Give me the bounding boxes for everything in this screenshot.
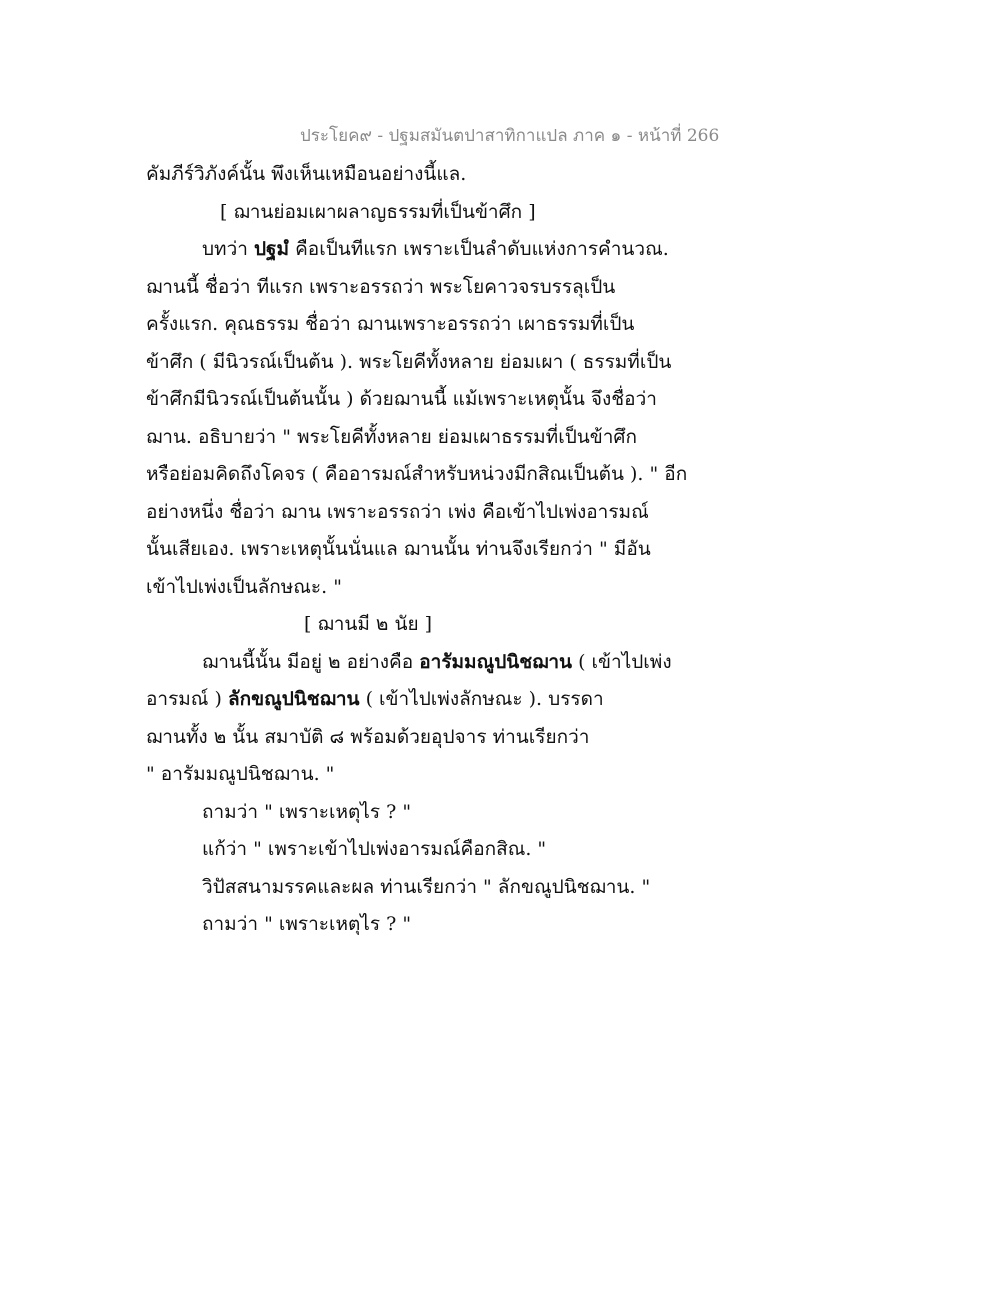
text-line: ฌานทั้ง ๒ นั้น สมาบัติ ๘ พร้อมด้วยอุปจาร ท่านเรียกว่า [146, 725, 590, 748]
text-line: ฌาน. อธิบายว่า " พระโยคีทั้งหลาย ย่อมเผาธรรมที่เป็นข้าศึก [146, 425, 637, 448]
text-line: ข้าศึกมีนิวรณ์เป็นต้นนั้น ) ด้วยฌานนี้ แม้เพราะเหตุนั้น จึงชื่อว่า [146, 388, 657, 410]
bold-term: ลักขณูปนิชฌาน [227, 688, 360, 710]
text-span: อารมณ์ ) [146, 688, 228, 710]
text-line: อย่างหนึ่ง ชื่อว่า ฌาน เพราะอรรถว่า เพ่ง คือเข้าไปเพ่งอารมณ์ [146, 500, 649, 523]
text-line [146, 231, 726, 269]
text-line: " อารัมมณูปนิชฌาน. " [146, 763, 335, 785]
bold-term: อารัมมณูปนิชฌาน [419, 650, 573, 673]
page-header: ประโยค๙ - ปฐมสมันตปาสาทิกาแปล ภาค ๑ - หน้าที่ 266 [300, 126, 720, 146]
text-line: นั้นเสียเอง. เพราะเหตุนั้นนั่นแล ฌานนั้น ท่านจึงเรียกว่า " มีอัน [146, 538, 651, 560]
text-line: เข้าไปเพ่งเป็นลักษณะ. " [146, 575, 342, 598]
bold-term: ปฐมํ [253, 238, 290, 260]
text-span: คือเป็นทีแรก เพราะเป็นลำดับแห่งการคำนวณ. [289, 238, 669, 260]
section-heading: [ ฌานมี ๒ นัย ] [304, 613, 433, 635]
text-line: ถามว่า " เพราะเหตุไร ? " [202, 800, 412, 823]
text-span: ( เข้าไปเพ่งลักษณะ ). บรรดา [359, 688, 604, 710]
text-span: ( เข้าไปเพ่ง [572, 650, 672, 673]
text-line: วิปัสสนามรรคและผล ท่านเรียกว่า " ลักขณูปนิชฌาน. " [202, 875, 651, 898]
text-line: หรือย่อมคิดถึงโคจร ( คืออารมณ์สำหรับหน่วงมีกสิณเป็นต้น ). " อีก [146, 463, 688, 485]
text-line: ฌานนี้ ชื่อว่า ทีแรก เพราะอรรถว่า พระโยคาวจรบรรลุเป็น [146, 275, 616, 298]
text-span: บทว่า [202, 238, 254, 260]
text-line: ถามว่า " เพราะเหตุไร ? " [202, 913, 412, 935]
section-heading: [ ฌานย่อมเผาผลาญธรรมที่เป็นข้าศึก ] [220, 200, 536, 223]
text-line [146, 644, 726, 682]
text-line: ข้าศึก ( มีนิวรณ์เป็นต้น ). พระโยคีทั้งหลาย ย่อมเผา ( ธรรมที่เป็น [146, 350, 672, 373]
body-text [146, 156, 726, 944]
text-line [146, 681, 726, 719]
text-line: คัมภีร์วิภังค์นั้น พึงเห็นเหมือนอย่างนี้แล. [146, 163, 467, 185]
text-span: ฌานนี้นั้น มีอยู่ ๒ อย่างคือ [202, 650, 420, 673]
text-line: แก้ว่า " เพราะเข้าไปเพ่งอารมณ์คือกสิณ. " [202, 838, 547, 860]
text-line: ครั้งแรก. คุณธรรม ชื่อว่า ฌานเพราะอรรถว่า เผาธรรมที่เป็น [146, 313, 635, 335]
